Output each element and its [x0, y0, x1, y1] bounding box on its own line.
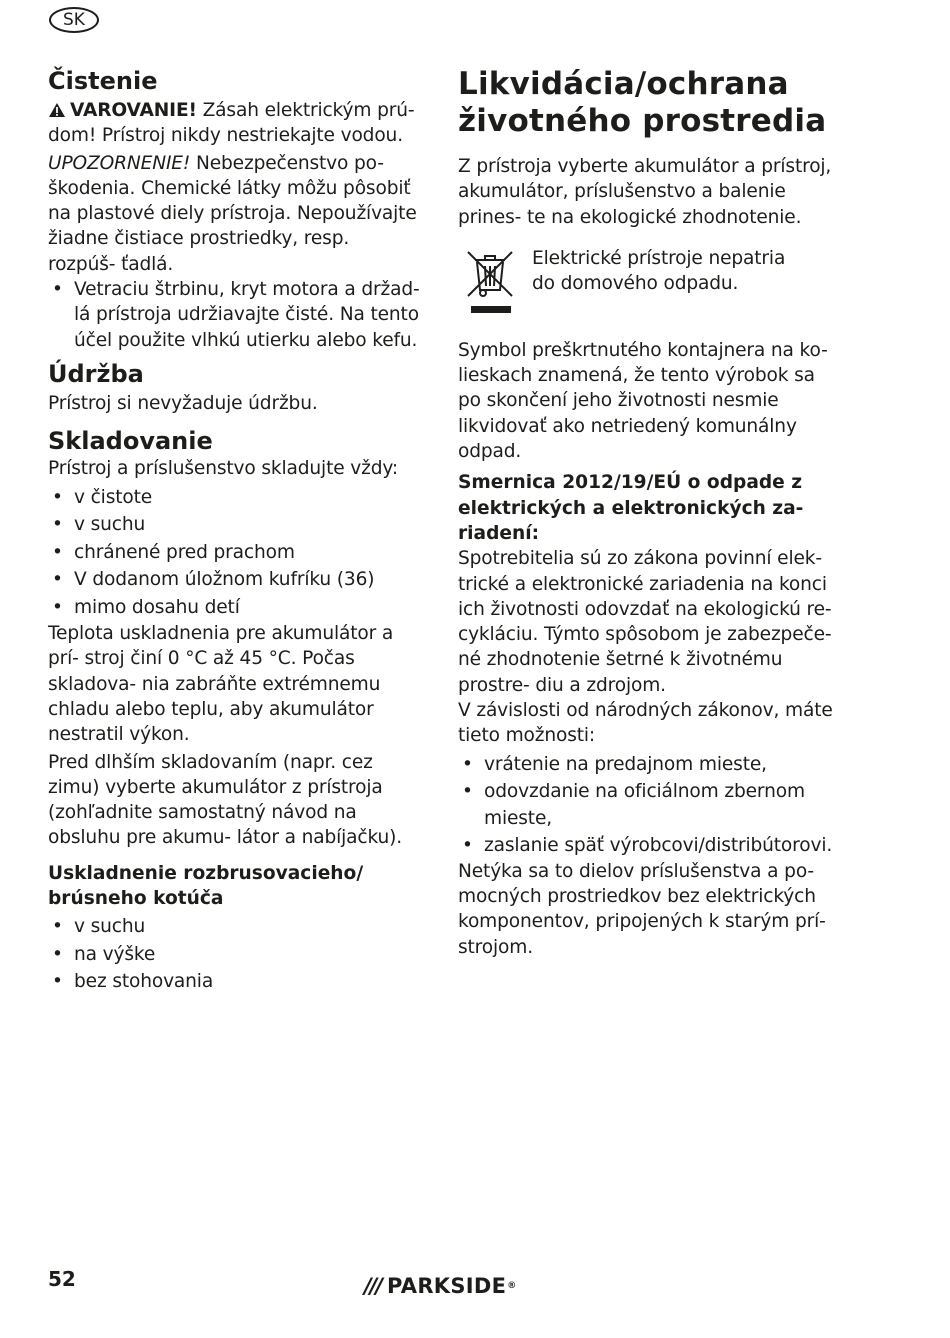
list-item: • v suchu [48, 913, 420, 941]
registered-mark: ® [507, 1281, 517, 1291]
list-item: • mimo dosahu detí [48, 594, 420, 622]
storage-winter-text: Pred dlhším skladovaním (napr. cez zimu) vyberte akumulátor z prístroja (zohľadnite samostatný návod na obsluhu pre akumu- látor a nabíjačku). [48, 751, 403, 849]
left-column [48, 66, 420, 996]
cleaning-heading: Čistenie [48, 67, 158, 95]
notice-label: UPOZORNENIE! [48, 152, 191, 174]
list-item: • na výške [48, 941, 420, 969]
disposal-heading: Likvidácia/ochrana životného prostredia [458, 66, 827, 139]
brand-name: PARKSIDE [387, 1274, 507, 1298]
storage-intro: Prístroj a príslušenstvo skladujte vždy: [48, 458, 398, 480]
disc-storage-list [48, 913, 420, 996]
notice-text: Nebezpečenstvo po- škodenia. Chemické látky môžu pôsobiť na plastové diely prístroja. Nepoužívajte žiadne čistiace prostriedky, resp. rozpúš- ťadlá. [48, 152, 417, 275]
closing-text: Netýka sa to dielov príslušenstva a po- mocných prostriedkov bez elektrických komponentov, pripojených k starým prí- strojom. [458, 860, 826, 958]
storage-list [48, 484, 420, 622]
cleaning-list [48, 277, 420, 353]
warning-triangle-icon [48, 102, 66, 118]
cleaning-warning [48, 98, 420, 149]
list-item: • odovzdanie na oficiálnom zbernom mieste, [458, 778, 838, 832]
cleaning-notice [48, 151, 420, 277]
maintenance-heading: Údržba [48, 359, 144, 388]
weee-notice [458, 246, 838, 318]
warning-text: Zásah elektrickým prú- dom! Prístroj nikdy nestriekajte vodou. [48, 100, 415, 147]
list-item: • v suchu [48, 511, 420, 539]
parkside-logo [364, 1274, 517, 1298]
list-item: • chránené pred prachom [48, 539, 420, 567]
directive-heading: Smernica 2012/19/EÚ o odpade z elektrických a elektronických za- riadení: [458, 472, 804, 544]
disposal-intro: Z prístroja vyberte akumulátor a prístroj, akumulátor, príslušenstvo a balenie prines- te na ekologické zhodnotenie. [458, 156, 832, 228]
warning-label: VAROVANIE! [70, 100, 197, 121]
crossed-out-wheelie-bin-icon [460, 246, 520, 318]
page-number: 52 [48, 1267, 76, 1291]
brand-mark: /// [364, 1274, 382, 1298]
options-list [458, 751, 838, 859]
weee-text: Elektrické prístroje nepatria do domového odpadu. [532, 247, 786, 295]
directive-text: Spotrebitelia sú zo zákona povinní elek- trické a elektronické zariadenia na konci ich životnosti odovzdať na ekologickú re- cykláciu. Týmto spôsobom je zabezpeče- né zhodnotenie šetrné k životnému prostre- diu a zdrojom. [458, 548, 832, 696]
storage-heading: Skladovanie [48, 427, 213, 456]
storage-temperature-text: Teplota uskladnenia pre akumulátor a prí- stroj činí 0 °C až 45 °C. Počas skladova- nia zabráňte extrémnemu chladu alebo teplu, aby akumulátor nestratil výkon. [48, 623, 394, 746]
list-item: • Vetraciu štrbinu, kryt motora a držad- lá prístroja udržiavajte čisté. Na tento účel použite vlhkú utierku alebo kefu. [48, 277, 420, 353]
list-item: • v čistote [48, 484, 420, 512]
list-item: • vrátenie na predajnom mieste, [458, 751, 838, 778]
list-item: • bez stohovania [48, 968, 420, 996]
language-badge: SK [49, 7, 99, 33]
symbol-explanation: Symbol preškrtnutého kontajnera na ko- lieskach znamená, že tento výrobok sa po skončení jeho životnosti nesmie likvidovať ako netriedený komunálny odpad. [458, 339, 828, 463]
list-item: • V dodanom úložnom kufríku (36) [48, 566, 420, 594]
options-intro: V závislosti od národných zákonov, máte tieto možnosti: [458, 700, 833, 747]
disc-storage-heading: Uskladnenie rozbrusovacieho/ brúsneho kotúča [48, 862, 364, 910]
right-column [458, 66, 838, 960]
list-item: • zaslanie späť výrobcovi/distribútorovi. [458, 832, 838, 859]
maintenance-text: Prístroj si nevyžaduje údržbu. [48, 392, 318, 414]
